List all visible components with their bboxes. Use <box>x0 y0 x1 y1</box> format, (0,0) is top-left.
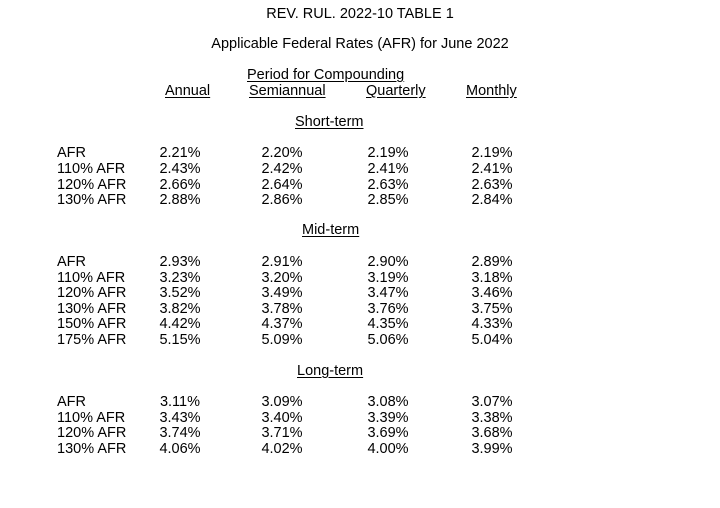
row-label: AFR <box>57 254 86 270</box>
section-heading-short-term: Short-term <box>295 114 364 130</box>
annual-value: 2.43% <box>159 161 201 177</box>
monthly-value: 3.07% <box>471 394 513 410</box>
monthly-value: 2.84% <box>471 192 513 208</box>
annual-value: 3.11% <box>159 394 201 410</box>
monthly-value: 5.04% <box>471 332 513 348</box>
document-subtitle: Applicable Federal Rates (AFR) for June 2022 <box>211 36 509 52</box>
annual-value: 3.82% <box>159 301 201 317</box>
table-row <box>0 254 720 270</box>
quarterly-value: 3.69% <box>367 425 409 441</box>
semiannual-value: 2.86% <box>261 192 303 208</box>
quarterly-value: 3.19% <box>367 270 409 286</box>
semiannual-value: 4.37% <box>261 316 303 332</box>
monthly-value: 3.75% <box>471 301 513 317</box>
table-row <box>0 161 720 177</box>
semiannual-value: 2.20% <box>261 145 303 161</box>
table-row <box>0 301 720 317</box>
quarterly-value: 2.63% <box>367 177 409 193</box>
document-title: REV. RUL. 2022-10 TABLE 1 <box>266 6 454 22</box>
monthly-value: 3.18% <box>471 270 513 286</box>
row-label: 110% AFR <box>57 161 126 177</box>
annual-value: 2.66% <box>159 177 201 193</box>
monthly-value: 3.99% <box>471 441 513 457</box>
semiannual-value: 3.20% <box>261 270 303 286</box>
table-row <box>0 441 720 457</box>
semiannual-value: 2.91% <box>261 254 303 270</box>
row-label: 120% AFR <box>57 177 127 193</box>
table-row <box>0 425 720 441</box>
row-label: 130% AFR <box>57 301 127 317</box>
quarterly-value: 2.90% <box>367 254 409 270</box>
annual-value: 3.74% <box>159 425 201 441</box>
row-label: AFR <box>57 394 86 410</box>
monthly-value: 3.38% <box>471 410 513 426</box>
quarterly-value: 4.00% <box>367 441 409 457</box>
monthly-value: 2.41% <box>471 161 513 177</box>
row-label: 130% AFR <box>57 441 127 457</box>
quarterly-value: 5.06% <box>367 332 409 348</box>
quarterly-value: 3.39% <box>367 410 409 426</box>
annual-value: 3.43% <box>159 410 201 426</box>
monthly-value: 4.33% <box>471 316 513 332</box>
annual-value: 2.93% <box>159 254 201 270</box>
table-row <box>0 316 720 332</box>
semiannual-value: 3.71% <box>261 425 303 441</box>
quarterly-value: 4.35% <box>367 316 409 332</box>
semiannual-value: 2.42% <box>261 161 303 177</box>
semiannual-value: 3.78% <box>261 301 303 317</box>
quarterly-value: 2.85% <box>367 192 409 208</box>
annual-value: 3.52% <box>159 285 201 301</box>
row-label: 175% AFR <box>57 332 127 348</box>
annual-value: 3.23% <box>159 270 201 286</box>
section-heading-long-term: Long-term <box>297 363 364 379</box>
column-header-annual: Annual <box>165 83 211 99</box>
row-label: 120% AFR <box>57 285 127 301</box>
period-for-compounding-header: Period for Compounding <box>247 67 405 83</box>
table-row <box>0 394 720 410</box>
semiannual-value: 3.40% <box>261 410 303 426</box>
table-row <box>0 192 720 208</box>
annual-value: 2.88% <box>159 192 201 208</box>
table-row <box>0 410 720 426</box>
quarterly-value: 3.08% <box>367 394 409 410</box>
table-row <box>0 145 720 161</box>
annual-value: 4.42% <box>159 316 201 332</box>
table-row <box>0 332 720 348</box>
monthly-value: 3.68% <box>471 425 513 441</box>
table-row <box>0 285 720 301</box>
table-row <box>0 270 720 286</box>
monthly-value: 2.63% <box>471 177 513 193</box>
column-header-monthly: Monthly <box>466 83 517 99</box>
monthly-value: 2.89% <box>471 254 513 270</box>
semiannual-value: 3.49% <box>261 285 303 301</box>
row-label: 110% AFR <box>57 410 126 426</box>
row-label: 120% AFR <box>57 425 127 441</box>
section-heading-mid-term: Mid-term <box>302 222 360 238</box>
annual-value: 2.21% <box>159 145 201 161</box>
quarterly-value: 3.47% <box>367 285 409 301</box>
table-row <box>0 177 720 193</box>
semiannual-value: 4.02% <box>261 441 303 457</box>
row-label: AFR <box>57 145 86 161</box>
annual-value: 5.15% <box>159 332 201 348</box>
annual-value: 4.06% <box>159 441 201 457</box>
quarterly-value: 3.76% <box>367 301 409 317</box>
semiannual-value: 2.64% <box>261 177 303 193</box>
quarterly-value: 2.19% <box>367 145 409 161</box>
monthly-value: 3.46% <box>471 285 513 301</box>
semiannual-value: 3.09% <box>261 394 303 410</box>
column-header-semiannual: Semiannual <box>249 83 326 99</box>
semiannual-value: 5.09% <box>261 332 303 348</box>
row-label: 150% AFR <box>57 316 127 332</box>
column-header-quarterly: Quarterly <box>366 83 426 99</box>
row-label: 130% AFR <box>57 192 127 208</box>
quarterly-value: 2.41% <box>367 161 409 177</box>
row-label: 110% AFR <box>57 270 126 286</box>
monthly-value: 2.19% <box>471 145 513 161</box>
